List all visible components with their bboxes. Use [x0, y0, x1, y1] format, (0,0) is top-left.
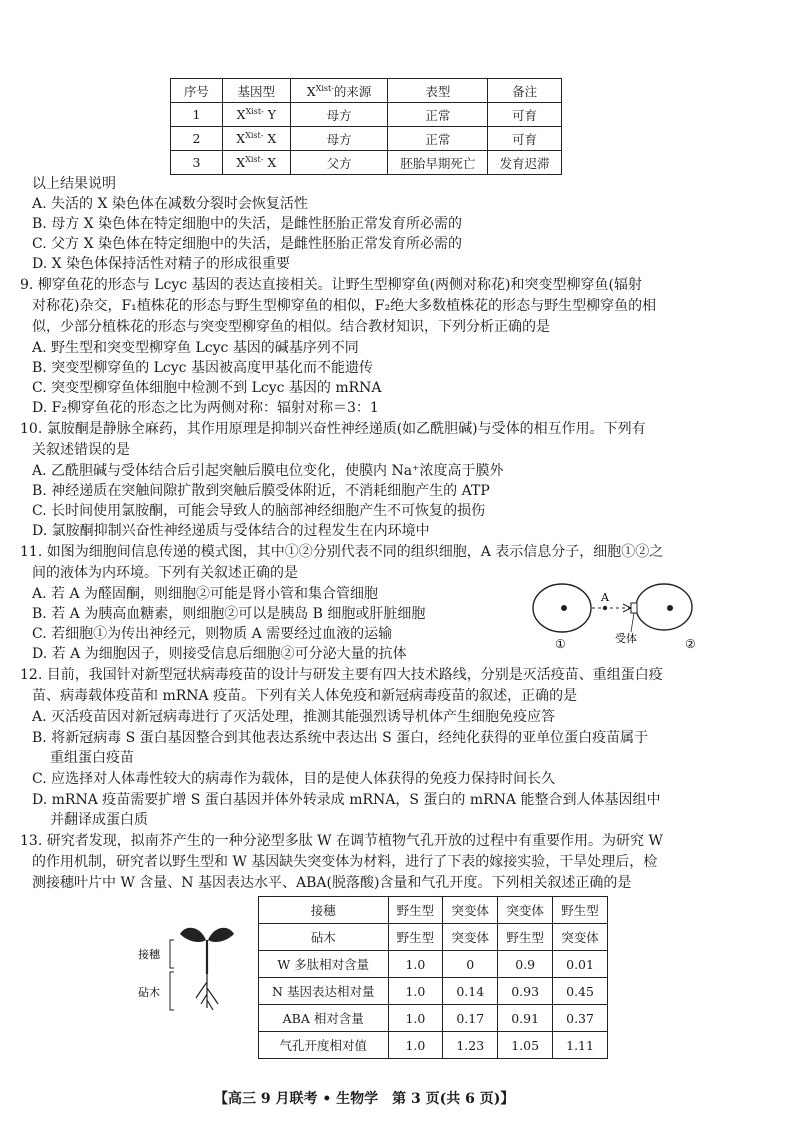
- rootstock-bracket: [170, 972, 174, 1010]
- q8-option-d: D. X 染色体保持活性对精子的形成很重要: [32, 256, 291, 272]
- table-header-row: [171, 79, 562, 103]
- label-receptor: 受体: [615, 632, 637, 645]
- q10-stem-line1: 10. 氯胺酮是静脉全麻药，其作用原理是抑制兴奋性神经递质(如乙酰胆碱)与受体的相互作用。下列有: [20, 421, 646, 437]
- roots: [196, 974, 218, 1010]
- table-cell: 1: [171, 103, 223, 127]
- q8-stem: 以上结果说明: [32, 176, 116, 192]
- grafted-plant-figure: [130, 918, 245, 1028]
- label-a: A: [601, 591, 609, 604]
- table-cell: 野生型: [388, 924, 443, 951]
- table-cell: 可育: [488, 127, 562, 151]
- q9-stem-line3: 似，少部分植株花的形态与突变型柳穿鱼的相似。结合教材知识，下列分析正确的是: [32, 319, 550, 335]
- table-cell: 1.0: [388, 1005, 443, 1032]
- q9-stem-line2: 对称花)杂交，F₁植株花的形态与野生型柳穿鱼的相似，F₂绝大多数植株花的形态与野生型柳穿鱼的相: [32, 298, 657, 314]
- table-cell: 正常: [388, 103, 488, 127]
- table-cell: 母方: [290, 103, 388, 127]
- table-cell: $X^{Xist-}$ X: [222, 151, 290, 175]
- table-cell: 母方: [290, 127, 388, 151]
- q8-option-c: C. 父方 X 染色体在特定细胞中的失活，是雌性胚胎正常发育所必需的: [32, 236, 462, 252]
- table-cell: N 基因表达相对量: [259, 978, 389, 1005]
- table-cell: 突变体: [443, 924, 498, 951]
- q11-option-b: B. 若 A 为胰高血糖素，则细胞②可以是胰岛 B 细胞或肝脏细胞: [32, 606, 426, 622]
- signal-molecule-a: [603, 606, 607, 610]
- table-header-cell: 序号: [171, 79, 223, 103]
- table-header-cell: 基因型: [222, 79, 290, 103]
- q11-option-a: A. 若 A 为醛固酮，则细胞②可能是肾小管和集合管细胞: [32, 586, 379, 602]
- q12-option-d-line1: D. mRNA 疫苗需要扩增 S 蛋白基因并体外转录成 mRNA，S 蛋白的 mRNA 能整合到人体基因组中: [32, 792, 661, 808]
- left-leaf: [180, 928, 206, 942]
- table-cell: ABA 相对含量: [259, 1005, 389, 1032]
- q9-option-b: B. 突变型柳穿鱼的 Lcyc 基因被高度甲基化而不能遗传: [32, 360, 373, 376]
- table-cell: 1.0: [388, 978, 443, 1005]
- q12-option-c: C. 应选择对人体毒性较大的病毒作为载体，目的是使人体获得的免疫力保持时间长久: [32, 771, 556, 787]
- genotype-table: [170, 78, 562, 175]
- q11-stem-line1: 11. 如图为细胞间信息传递的模式图，其中①②分别代表不同的组织细胞，A 表示信息分子，细胞①②之: [20, 544, 664, 560]
- table-cell: 野生型: [498, 924, 553, 951]
- table-cell: 0.14: [443, 978, 498, 1005]
- q10-option-a: A. 乙酰胆碱与受体结合后引起突触后膜电位变化，使膜内 Na⁺浓度高于膜外: [32, 463, 504, 479]
- table-cell: 0.93: [498, 978, 553, 1005]
- q10-option-d: D. 氯胺酮抑制兴奋性神经递质与受体结合的过程发生在内环境中: [32, 523, 430, 539]
- label-rootstock: 砧木: [138, 986, 160, 999]
- table-cell: 正常: [388, 127, 488, 151]
- table-cell: 接穗: [259, 897, 389, 924]
- q10-option-b: B. 神经递质在突触间隙扩散到突触后膜受体附近，不消耗细胞产生的 ATP: [32, 483, 490, 499]
- q8-option-b: B. 母方 X 染色体在特定细胞中的失活，是雌性胚胎正常发育所必需的: [32, 216, 463, 232]
- table-cell: 1.11: [553, 1032, 608, 1059]
- cell-2: [636, 584, 692, 630]
- q10-stem-line2: 关叙述错误的是: [32, 442, 130, 458]
- table-row: [259, 897, 608, 924]
- table-row: [171, 103, 562, 127]
- q13-stem-line1: 13. 研究者发现，拟南芥产生的一种分泌型多肽 W 在调节植物气孔开放的过程中有重要作用。为研究 W: [20, 833, 663, 849]
- q9-stem-line1: 9. 柳穿鱼花的形态与 Lcyc 基因的表达直接相关。让野生型柳穿鱼(两侧对称花)和突变型柳穿鱼(辐射: [20, 277, 642, 293]
- table-cell: 0.37: [553, 1005, 608, 1032]
- table-cell: 1.0: [388, 951, 443, 978]
- table-header-cell: 备注: [488, 79, 562, 103]
- table-cell: 突变体: [553, 924, 608, 951]
- table-cell: 0: [443, 951, 498, 978]
- table-row: [259, 951, 608, 978]
- table-cell: 发育迟滞: [488, 151, 562, 175]
- table-cell: 可育: [488, 103, 562, 127]
- q13-stem-line2: 的作用机制，研究者以野生型和 W 基因缺失突变体为材料，进行了下表的嫁接实验，干旱处理后，检: [32, 854, 658, 870]
- grafting-table: [258, 896, 608, 1059]
- table-cell: 父方: [290, 151, 388, 175]
- table-header-cell: 表型: [388, 79, 488, 103]
- table-row: [259, 978, 608, 1005]
- table-cell: 3: [171, 151, 223, 175]
- table-cell: 气孔开度相对值: [259, 1032, 389, 1059]
- table-cell: 砧木: [259, 924, 389, 951]
- table-cell: 0.45: [553, 978, 608, 1005]
- table-cell: 2: [171, 127, 223, 151]
- table-cell: $X^{Xist-}$ Y: [222, 103, 290, 127]
- table-cell: W 多肽相对含量: [259, 951, 389, 978]
- q12-stem-line1: 12. 目前，我国针对新型冠状病毒疫苗的设计与研发主要有四大技术路线，分别是灭活疫苗、重组蛋白疫: [20, 667, 663, 683]
- table-row: [171, 151, 562, 175]
- table-cell: 胚胎早期死亡: [388, 151, 488, 175]
- q9-option-c: C. 突变型柳穿鱼体细胞中检测不到 Lcyc 基因的 mRNA: [32, 380, 382, 396]
- q12-option-a: A. 灭活疫苗因对新冠病毒进行了灭活处理，推测其能强烈诱导机体产生细胞免疫应答: [32, 709, 556, 725]
- table-cell: 0.01: [553, 951, 608, 978]
- label-scion: 接穗: [138, 948, 160, 961]
- receptor-leader: [631, 613, 634, 632]
- scion-bracket: [170, 940, 174, 968]
- q12-option-b-line1: B. 将新冠病毒 S 蛋白基因整合到其他表达系统中表达出 S 蛋白，经纯化获得的亚单位蛋白疫苗属于: [32, 730, 649, 746]
- cell-2-nucleus: [667, 605, 673, 611]
- table-cell: 野生型: [388, 897, 443, 924]
- right-leaf: [208, 928, 234, 942]
- q11-option-d: D. 若 A 为细胞因子，则接受信息后细胞②可分泌大量的抗体: [32, 646, 407, 662]
- table-row: [171, 127, 562, 151]
- q9-option-a: A. 野生型和突变型柳穿鱼 Lcyc 基因的碱基序列不同: [32, 340, 359, 356]
- receptor: [631, 603, 637, 613]
- label-cell-1: ①: [555, 637, 566, 651]
- q9-option-d: D. F₂柳穿鱼花的形态之比为两侧对称：辐射对称＝3：1: [32, 400, 379, 416]
- cell-1-nucleus: [561, 605, 567, 611]
- table-cell: 1.0: [388, 1032, 443, 1059]
- table-cell: 突变体: [443, 897, 498, 924]
- q12-option-d-line2: 并翻译成蛋白质: [50, 812, 148, 828]
- table-row: [259, 1005, 608, 1032]
- table-cell: 0.91: [498, 1005, 553, 1032]
- table-cell: 0.9: [498, 951, 553, 978]
- q11-stem-line2: 间的液体为内环境。下列有关叙述正确的是: [32, 565, 298, 581]
- table-row: [259, 924, 608, 951]
- q12-stem-line2: 苗、病毒载体疫苗和 mRNA 疫苗。下列有关人体免疫和新冠病毒疫苗的叙述，正确的是: [32, 688, 578, 704]
- table-cell: 突变体: [498, 897, 553, 924]
- table-cell: 0.17: [443, 1005, 498, 1032]
- table-cell: 野生型: [553, 897, 608, 924]
- table-header-cell: $X^{Xist-}$的来源: [290, 79, 388, 103]
- q13-stem-line3: 测接穗叶片中 W 含量、N 基因表达水平、ABA(脱落酸)含量和气孔开度。下列相关叙述正确的是: [32, 875, 632, 891]
- label-cell-2: ②: [685, 637, 696, 651]
- table-cell: $X^{Xist-}$ X: [222, 127, 290, 151]
- table-row: [259, 1032, 608, 1059]
- table-cell: 1.05: [498, 1032, 553, 1059]
- q10-option-c: C. 长时间使用氯胺酮，可能会导致人的脑部神经细胞产生不可恢复的损伤: [32, 503, 486, 519]
- table-cell: 1.23: [443, 1032, 498, 1059]
- page-footer: 【高三 9 月联考 • 生物学 第 3 页(共 6 页)】: [214, 1091, 515, 1107]
- q12-option-b-line2: 重组蛋白疫苗: [50, 750, 134, 766]
- cell-signaling-diagram: [525, 582, 730, 654]
- q8-option-a: A. 失活的 X 染色体在减数分裂时会恢复活性: [32, 196, 308, 212]
- q11-option-c: C. 若细胞①为传出神经元，则物质 A 需要经过血液的运输: [32, 626, 393, 642]
